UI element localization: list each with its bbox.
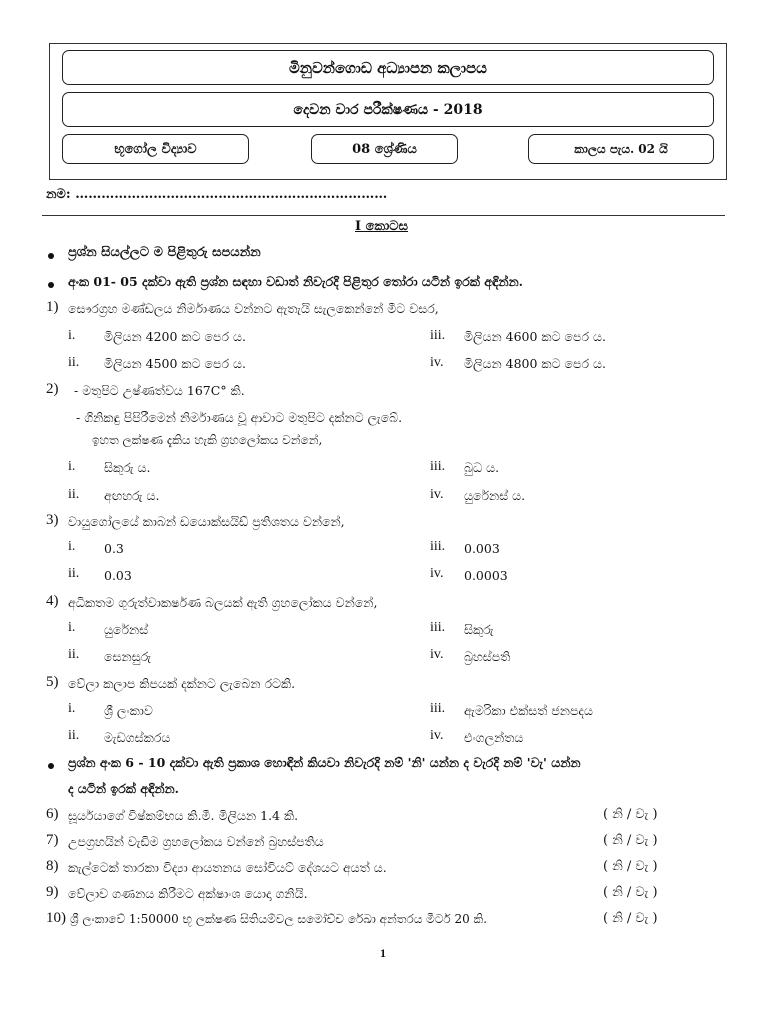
- option-numeral: ii.: [68, 728, 80, 743]
- option-numeral: i.: [68, 620, 76, 635]
- bullet-icon: [48, 253, 54, 259]
- bullet-icon: [48, 763, 54, 769]
- question-text: වේලා කලාප කිපයක් දක්නට ලැබෙන රටකි.: [68, 676, 296, 691]
- option-numeral: iv.: [430, 647, 444, 662]
- option-numeral: iv.: [430, 487, 444, 502]
- tf-question-text: කැල්ටෙක් තාරකා විද්‍යා ආයතනය සෝවියට් දේශයට අයත් ය.: [68, 860, 387, 875]
- option-numeral: ii.: [68, 355, 80, 370]
- question-number: 8): [46, 858, 59, 874]
- option-numeral: i.: [68, 701, 76, 716]
- name-line: නම: ………………………………………………………………: [46, 187, 388, 202]
- option-text: 0.3: [104, 541, 124, 556]
- option-text: මිලියන 4500 කට පෙර ය.: [104, 356, 246, 371]
- tf-choice[interactable]: ( නි / වැ ): [603, 833, 658, 848]
- option-text: 0.03: [104, 568, 132, 583]
- divider: [42, 215, 725, 216]
- option-numeral: iv.: [430, 728, 444, 743]
- instruction-tf-2: ද යටින් ඉරක් අඳින්න.: [68, 781, 179, 796]
- tf-question-text: උපග්‍රහයින් වැඩිම ග්‍රහලෝකය වන්නේ බ්‍රහස්පතිය: [68, 834, 324, 849]
- option-numeral: ii.: [68, 487, 80, 502]
- tf-choice[interactable]: ( නි / වැ ): [603, 859, 658, 874]
- option-numeral: iii.: [430, 328, 446, 343]
- instruction-tf: ප්‍රශ්න අංක 6 - 10 දක්වා ඇති ප්‍රකාශ හොඳින් කියවා නිවැරදි නම් 'නි' යන්න ද වැරදි නම් 'වැ' යන්න: [68, 755, 581, 770]
- option-text: එංගලන්තය: [464, 730, 524, 745]
- option-numeral: i.: [68, 539, 76, 554]
- exam-title: දෙවන වාර පරීක්ෂණය - 2018: [62, 92, 714, 127]
- question-number: 9): [46, 884, 59, 900]
- section-title: I කොටස: [355, 219, 408, 234]
- option-numeral: i.: [68, 459, 76, 474]
- option-text: අඟහරු ය.: [104, 488, 160, 503]
- option-text: සිකුරු: [464, 622, 494, 637]
- question-text-3: ඉහත ලක්ෂණ දැකිය හැකි ග්‍රහලෝකය වන්නේ,: [92, 433, 323, 447]
- time-box: කාලය පැය. 02 යි: [528, 134, 714, 164]
- option-numeral: iii.: [430, 701, 446, 716]
- option-text: යුරේනස් ය.: [464, 488, 526, 503]
- option-text: 0.0003: [464, 568, 508, 583]
- question-text: සෞරග්‍රහ මණ්ඩලය නිර්මාණය වන්නට ඇතැයි සැලකෙන්නේ මීට වසර,: [68, 301, 439, 316]
- question-text-2: - ගිනිකඳු පිපිරීමෙන් නිර්මාණය වූ ආවාට මතුපිට දක්නට ලැබේ.: [76, 410, 403, 425]
- subject-box: භූගෝල විද්‍යාව: [62, 134, 249, 164]
- tf-question-text: වේලාව ගණනය කිරීමට අක්ෂාංශ යොදා ගනියි.: [68, 886, 308, 901]
- tf-choice[interactable]: ( නි / වැ ): [603, 807, 658, 822]
- option-text: බ්‍රහස්පති: [464, 649, 511, 664]
- question-number: 5): [46, 674, 59, 690]
- option-text: 0.003: [464, 541, 500, 556]
- option-text: මිලියන 4200 කට පෙර ය.: [104, 329, 246, 344]
- option-numeral: iv.: [430, 566, 444, 581]
- question-number: 7): [46, 832, 59, 848]
- option-text: මිලියන 4600 කට පෙර ය.: [464, 329, 606, 344]
- option-numeral: ii.: [68, 647, 80, 662]
- question-text: අධිකතම ගුරුත්වාකර්ෂණ බලයක් ඇති ග්‍රහලෝකය වන්නේ,: [68, 595, 378, 610]
- option-text: ඇමරිකා එක්සත් ජනපදය: [464, 703, 593, 718]
- instruction-mcq: අංක 01- 05 දක්වා ඇති ප්‍රශ්න සඳහා වඩාත් නිවැරදි පිළිතුර තෝරා යටින් ඉරක් අඳින්න.: [68, 274, 523, 289]
- option-text: ශ්‍රී ලංකාව: [104, 703, 153, 718]
- tf-choice[interactable]: ( නි / වැ ): [603, 911, 658, 926]
- question-number: 3): [46, 512, 59, 528]
- option-numeral: iii.: [430, 459, 446, 474]
- option-numeral: iii.: [430, 539, 446, 554]
- option-numeral: iv.: [430, 355, 444, 370]
- question-number: 1): [46, 299, 59, 315]
- option-text: සිකුරු ය.: [104, 460, 151, 475]
- question-text: වායුගෝලයේ කාබන් ඩයොක්සයිඩ් ප්‍රතිශතය වන්නේ,: [68, 514, 345, 529]
- instruction-all: ප්‍රශ්න සියල්ලට ම පිළිතුරු සපයන්න: [68, 245, 261, 260]
- option-text: බුධ ය.: [464, 460, 500, 475]
- question-number: 4): [46, 593, 59, 609]
- option-numeral: ii.: [68, 566, 80, 581]
- option-numeral: iii.: [430, 620, 446, 635]
- option-text: මැඩගස්කරය: [104, 730, 171, 745]
- tf-question-text: සූර්යයාගේ විෂ්කම්භය කි.මී. මිලියන 1.4 කි.: [68, 808, 299, 823]
- question-number: 10): [46, 910, 66, 926]
- option-text: යුරේනස්: [104, 622, 149, 637]
- tf-question-text: ශ්‍රී ලංකාවේ 1:50000 භූ ලක්ෂණ සිතියම්වල සමෝච්ච රේඛා අන්තරය මීටර් 20 කි.: [70, 912, 488, 926]
- question-text: - මතුපිට උෂ්ණත්වය 167C° කි.: [74, 383, 245, 398]
- bullet-icon: [48, 282, 54, 288]
- zone-title: මිනුවන්ගොඩ අධ්‍යාපන කලාපය: [62, 50, 714, 85]
- option-text: මිලියන 4800 කට පෙර ය.: [464, 356, 606, 371]
- grade-box: 08 ශ්‍රේණිය: [311, 134, 458, 164]
- option-text: සෙනසුරු: [104, 649, 152, 664]
- question-number: 6): [46, 806, 59, 822]
- option-numeral: i.: [68, 328, 76, 343]
- question-number: 2): [46, 381, 59, 397]
- tf-choice[interactable]: ( නි / වැ ): [603, 885, 658, 900]
- page-number: 1: [380, 946, 386, 960]
